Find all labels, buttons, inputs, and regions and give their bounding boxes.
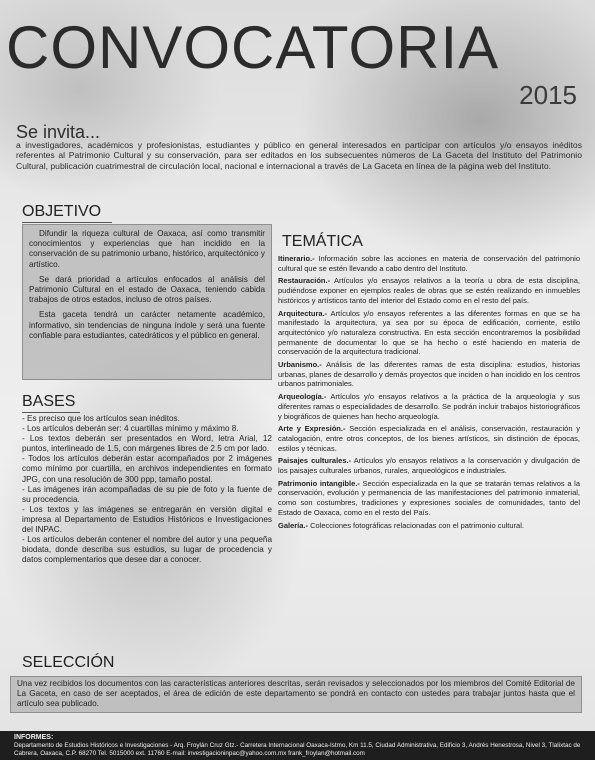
term-text: Sección especializada en el análisis, conservación, restauración y catalogación, entre otros conceptos, de los bienes artísticos, sin distinción de épocas, estilos y técnicas. [278, 424, 581, 453]
term-text: Artículos y/o ensayos relativos a la teoría u obra de esta disciplina, pudiéndose exponer en ejemplos reales de obras que se estén realizando en inmuebles históricos y artísticos tanto del interior del Estado como en el resto del país. [278, 276, 580, 305]
term-text: Colecciones fotográficas relacionadas con el patrimonio cultural. [308, 520, 524, 530]
list-item [278, 309, 580, 358]
list-item: - Los textos deberán ser presentados en Word, letra Arial, 12 puntos, interlineado de 1.5, con márgenes libres de 2.5 cm por lado. [22, 434, 272, 454]
footer-heading: INFORMES: [14, 734, 54, 741]
list-item: - Los textos y las imágenes se entregarán en versión digital e impresa al Departamento de Estudios Históricos e Investigaciones del INPAC. [22, 504, 272, 535]
list-item [278, 456, 580, 475]
bases-heading: BASES [22, 393, 80, 413]
objetivo-paragraph: Esta gaceta tendrá un carácter netamente académico, informativo, sin tendencias de ninguna índole y será una fuente confiable para estudiantes, catedráticos y el público en general. [29, 310, 265, 340]
objetivo-heading-wrap [22, 203, 112, 223]
seleccion-heading: SELECCIÓN [22, 654, 115, 671]
term-label: Urbanismo.- [278, 360, 322, 370]
term-text: Sección especializada en la que se tratarán temas relativos a la conservación, evolución y permanencia de las manifestaciones del patrimonio inmaterial, como son costumbres, tradiciones y expresiones sociales de comunidades, tanto del Estado de Oaxaca, como en el resto del País. [278, 478, 580, 517]
list-item: - Es preciso que los artículos sean inéditos. [22, 414, 180, 423]
bases-list [22, 414, 272, 565]
objetivo-paragraph: Se dará prioridad a artículos enfocados al análisis del Patrimonio Cultural en el estado de Oaxaca, teniendo cabida trabajos de otros estados, incluso de otros países. [29, 274, 265, 305]
list-item [278, 521, 580, 531]
bases-heading-wrap [22, 393, 80, 413]
list-item [278, 479, 580, 518]
invite-heading: Se invita... [16, 122, 101, 142]
list-item [278, 276, 580, 305]
term-text: Análisis de las diferentes ramas de esta disciplina: estudios, historias urbanas, planes de desarrollo y demás proyectos que inciden o han incidido en los centros urbanos patrimoniales. [278, 360, 580, 389]
footer-text: Departamento de Estudios Históricos e Investigaciones - Arq. Froylán Cruz Gtz.- Carretera Internacional Oaxaca-Istmo, Km 11.5, Ciudad Administrativa, Edificio 3, Andrés Henestrosa, Nivel 3, Tlalixtac de Cabrera, Oaxaca, C.P. 68270 Tel. 5015000 ext. 11760 E-mail: investigacioninpac@yahoo.com.mx frank_froylan@hotmail.com [14, 742, 581, 757]
objetivo-heading: OBJETIVO [22, 203, 112, 223]
year-label: 2015 [519, 80, 577, 110]
term-text: Artículos y/o ensayos relativos a la conservación y divulgación de los paisajes culturales urbanos, rurales, arqueológicos e industriales. [278, 456, 580, 476]
term-label: Galería.- [278, 520, 309, 530]
footer-informes [0, 731, 595, 760]
tematica-list [278, 254, 580, 533]
objetivo-paragraph: Difundir la riqueza cultural de Oaxaca, así como transmitir conocimientos y experiencias que han incidido en la conservación de su patrimonio urbano, histórico, arquitectónico y artístico. [29, 229, 265, 269]
list-item: - Los artículos deberán ser: 4 cuartillas mínimo y máximo 8. [22, 424, 239, 434]
list-item: - Las imágenes irán acompañadas de su pie de foto y la fuente de su procedencia. [22, 484, 272, 504]
term-label: Arquitectura.- [278, 308, 328, 318]
term-label: Arqueología.- [278, 392, 327, 402]
list-item: - Los artículos deberán contener el nombre del autor y una pequeña biodata, donde describa sus estudios, su lugar de procedencia y datos complementarios que desee dar a conocer. [22, 535, 272, 565]
tematica-heading-wrap [282, 233, 364, 252]
page-title: CONVOCATORIA [6, 14, 500, 81]
term-label: Restauración.- [278, 276, 331, 286]
tematica-heading: TEMÁTICA [282, 233, 363, 250]
objetivo-box [22, 224, 272, 380]
list-item [278, 392, 580, 421]
term-text: Artículos y/o ensayos relativos a la práctica de la arqueología y sus diferentes ramas o especialidades de desarrollo. Se podrán incluir trabajos historiográficos y biográficos de quienes han hecho arqueología. [278, 392, 580, 421]
term-text: Información sobre las acciones en materia de conservación del patrimonio cultural que se estén llevando a cabo dentro del Instituto. [278, 254, 580, 273]
term-label: Paisajes culturales.- [278, 456, 352, 466]
term-label: Itinerario.- [278, 254, 315, 263]
invite-text: a investigadores, académicos y profesionistas, estudiantes y público en general interesados en participar con artículos y/o ensayos inéditos referentes al Patrimonio Cultural y su conservación, para ser editados en los subsecuentes números de La Gaceta del Instituto del Patrimonio Cultural, publicación cuatrimestral de circulación local, nacional e internacional a través de La Gaceta en línea de la página web del Instituto. [16, 140, 582, 171]
seleccion-box [10, 676, 582, 713]
seleccion-heading-wrap [22, 654, 114, 673]
term-label: Arte y Expresión.- [278, 424, 346, 434]
seleccion-text: Una vez recibidos los documentos con las características anteriores descritas, serán revisados y seleccionados por los miembros del Comité Editorial de La Gaceta, en caso de ser aceptados, el área de edición de este departamento se pondrá en contacto con ustedes para trabajar juntos hasta que el artículo sea publicado. [17, 679, 575, 709]
term-text: Artículos y/o ensayos referentes a las diferentes formas en que se ha manifestado la arquitectura, ya sea por su época de edificación, corriente, estilo arquitectónico y/o naturaleza constructiva. En esta sección encontraremos la posibilidad permanente de documentar lo que se ha hecho o esté haciendo en materia de conservación de la arquitectura tradicional. [278, 308, 580, 357]
list-item [278, 254, 580, 273]
term-label: Patrimonio intangible.- [278, 478, 360, 488]
list-item: - Todos los artículos deberán estar acompañados por 2 imágenes como mínimo por cuartilla, en archivos independientes en formato JPG, con una resolución de 300 ppp, tamaño postal. [22, 454, 272, 484]
list-item [278, 424, 580, 453]
list-item [278, 360, 580, 389]
